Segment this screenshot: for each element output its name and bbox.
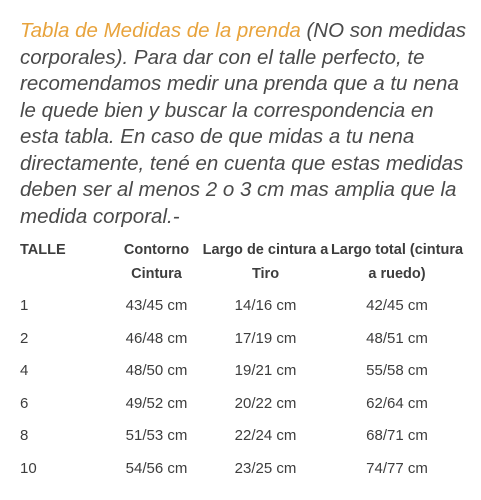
cell-largo-total: 48/51 cm xyxy=(366,329,428,347)
cell-largo-tiro: 20/22 cm xyxy=(234,394,297,412)
cell-contorno: 51/53 cm xyxy=(125,427,188,445)
cell-largo-total: 62/64 cm xyxy=(366,394,428,412)
cell-talle: 6 xyxy=(20,394,29,412)
cell-contorno: 54/56 cm xyxy=(125,459,188,477)
table-row xyxy=(20,388,464,421)
size-table xyxy=(20,236,464,485)
cell-talle: 4 xyxy=(20,362,29,380)
cell-largo-total: 68/71 cm xyxy=(366,427,428,445)
cell-largo-total: 74/77 cm xyxy=(366,459,428,477)
cell-largo-tiro: 17/19 cm xyxy=(234,329,297,347)
table-row xyxy=(20,355,464,388)
cell-contorno: 49/52 cm xyxy=(125,394,188,412)
table-row xyxy=(20,420,464,453)
cell-largo-total: 55/58 cm xyxy=(366,362,428,380)
cell-largo-tiro: 22/24 cm xyxy=(234,427,297,445)
cell-largo-tiro: 23/25 cm xyxy=(234,459,297,477)
intro-body: (NO son medidas corporales). Para dar con el talle perfecto, te recomendamos medir una prenda que a tu nena le quede bien y buscar la correspondencia en esta tabla. En caso de que midas a tu nena directamente, tené en cuenta que estas medidas deben ser al menos 2 o 3 cm mas amplia que la medida corporal.- xyxy=(20,19,466,228)
cell-talle: 1 xyxy=(20,297,29,315)
cell-talle: 10 xyxy=(20,459,37,477)
cell-talle: 8 xyxy=(20,427,29,445)
header-contorno-cintura: Contorno Cintura xyxy=(123,242,190,282)
cell-talle: 2 xyxy=(20,329,29,347)
size-table-intro xyxy=(20,18,475,230)
cell-largo-total: 42/45 cm xyxy=(366,297,428,315)
header-talle: TALLE xyxy=(20,242,66,258)
header-largo-total: Largo total (cintura a ruedo) xyxy=(330,242,464,282)
cell-contorno: 48/50 cm xyxy=(125,362,188,380)
header-largo-cintura-tiro: Largo de cintura a Tiro xyxy=(202,242,329,282)
cell-contorno: 46/48 cm xyxy=(125,329,188,347)
cell-largo-tiro: 14/16 cm xyxy=(234,297,297,315)
table-row xyxy=(20,323,464,356)
cell-contorno: 43/45 cm xyxy=(125,297,188,315)
cell-largo-tiro: 19/21 cm xyxy=(234,362,297,380)
table-row xyxy=(20,453,464,486)
intro-highlight: Tabla de Medidas de la prenda xyxy=(20,19,301,42)
table-row xyxy=(20,290,464,323)
size-table-header-row xyxy=(20,236,464,290)
